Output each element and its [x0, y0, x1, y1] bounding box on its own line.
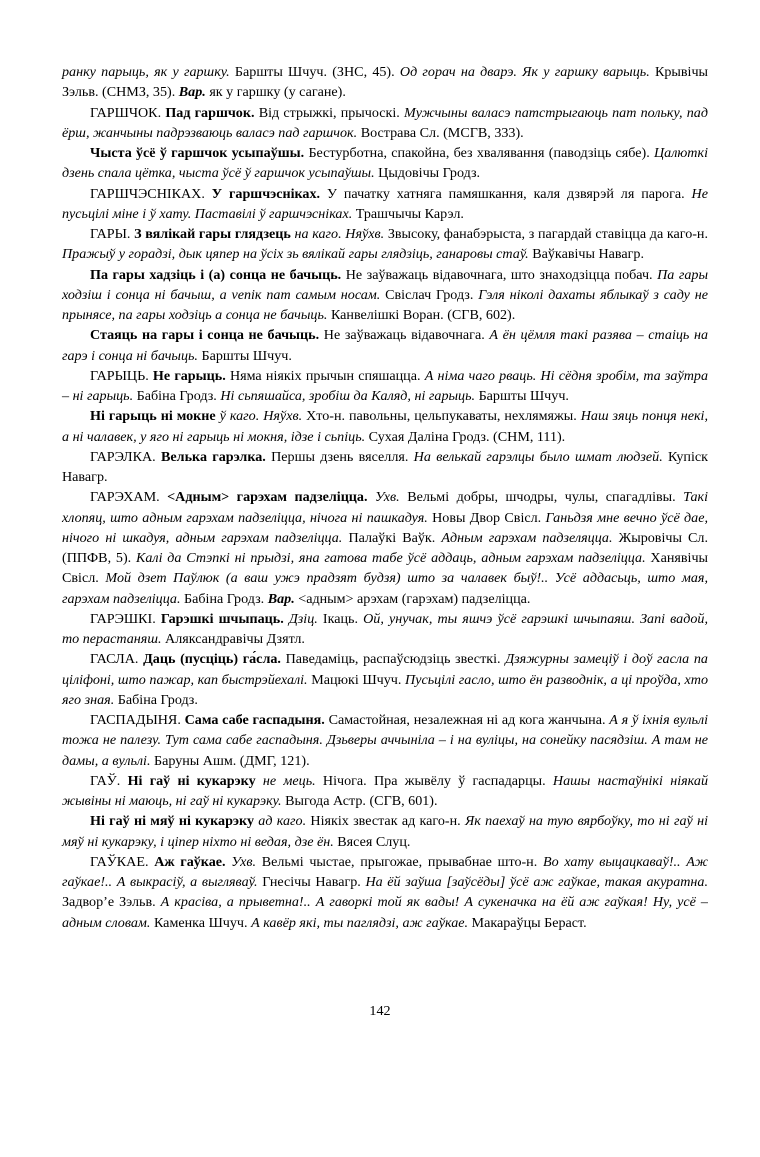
dictionary-entry: [62, 265, 708, 326]
text-run: З вялікай гары глядзець: [134, 226, 295, 242]
text-run: ГАРШЧОК.: [90, 104, 166, 121]
text-run: Ганьдзя мне вечно ўсё дае, нічого ні шкадуя, адным гарэхам падзеліцца.: [62, 509, 709, 546]
text-run: не мець.: [262, 772, 323, 789]
text-run: Бестурботна, спакойна, без хвалявання (паводзіць сябе).: [308, 145, 654, 161]
text-run: Велька гарэлка.: [161, 448, 272, 465]
text-run: А я ў іхнія вульлі тожа не палезу. Тут сама сабе гаспадыня. Дзьверы аччыніла – і на вуліцы, на сонейку пасядзіш. А там не дамы, а вульлі.: [62, 712, 709, 769]
text-run: ГАРЫЦЬ.: [90, 367, 153, 384]
text-run: Вар.: [267, 590, 299, 607]
text-run: Пад гаршчок.: [165, 104, 259, 121]
text-run: Наш зяць понця некі, а ні чалавек, у яго ні гарыць ні мокня, ідзе і сьпіць.: [62, 408, 708, 445]
text-run: Мой дзет Паўлюк (а ваш ужэ прадзят будзя) што за чалавек быў!.. Усё аддасьць, што мая, гарэхам падзеліцца.: [62, 570, 708, 607]
text-run: Пражыў у горадзі, дык цяпер на ўсіх зь вялікай гары глядзіць, ганаровы стаў.: [62, 246, 533, 263]
dictionary-entry: [62, 224, 708, 265]
text-run: На ёй заўша [заўсёды] ўсё аж гаўкае, такая акуратна.: [365, 874, 708, 890]
text-run: Во хату выцацкаваў!.. Аж гаўкае!.. А выкрасіў, а выглявaў.: [62, 853, 708, 890]
text-run: Бабіна Гродз.: [136, 388, 221, 404]
text-run: Нічога. Пра жывёлу ў гаспадарцы.: [322, 772, 553, 789]
text-run: А красіва, а прыветна!.. А гаворкі той як вады! А сукеначка на ёй аж гаўкая! Ну, усё – адным словам.: [62, 894, 708, 931]
text-run: Аляксандравічы Дзятл.: [165, 631, 305, 647]
paragraph-continuation: [62, 62, 708, 103]
text-run: Паведаміць, распаўсюдзіць звесткі.: [285, 651, 506, 668]
text-run: ГАЎКАЕ.: [90, 853, 155, 870]
text-run: Гэля ніколі дахаты яблыкаў з саду не прынясе, па гары ходзіць а сонца не бачыць.: [62, 286, 708, 323]
text-run: Баршты Шчуч. (ЗНС, 45).: [234, 64, 400, 80]
text-run: Вострава Сл. (МСГВ, 333).: [360, 124, 524, 141]
text-run: Першы дзень вяселля.: [271, 448, 414, 465]
page-number: 142: [369, 1003, 391, 1019]
text-run: Не заўважаць відавочнага, што знаходзіцца побач.: [345, 266, 658, 283]
dictionary-entry: [62, 649, 708, 710]
text-run: Ніякіх звестак ад каго-н.: [310, 813, 465, 830]
text-run: ад каго.: [258, 813, 311, 830]
text-run: ГАРЭХАМ.: [90, 489, 168, 506]
text-run: Не гарыць.: [152, 367, 230, 384]
text-run: <Адным> гарэхам падзеліцца.: [167, 489, 375, 506]
text-run: А ён цёмля такі разява – стаіць на гарэ і сонца ні бачыць.: [62, 327, 709, 364]
text-run: Аж гаўкае.: [154, 853, 232, 870]
dictionary-entry: [62, 447, 708, 488]
text-run: Не заўважаць відавочнага.: [323, 327, 490, 344]
text-run: Гарэшкі шчыпаць.: [160, 610, 289, 627]
text-run: Крывічы Зэльв. (СНМЗ, 35).: [62, 64, 708, 101]
dictionary-entry: [62, 325, 708, 366]
text-run: ГАРЫ.: [90, 226, 135, 242]
text-run: У гаршчэсніках.: [211, 185, 327, 202]
text-run: Звысоку, фанабэрыста, з пагардай ставіцца да каго-н.: [387, 226, 708, 242]
dictionary-entry: [62, 406, 708, 447]
text-run: Нашы настаўнікі ніякай жывіны ні маюць, ні гаў ні кукарэку.: [62, 772, 708, 809]
text-run: Дзяжурны замеціў і доў гасла па ціліфоні, што пажар, кап быстрэйехалі.: [62, 651, 708, 688]
text-run: Каменка Шчуч.: [153, 914, 252, 931]
dictionary-entry: [62, 771, 708, 812]
dictionary-entry: [62, 487, 708, 609]
text-run: <адным> арэхам (гарэхам) падзеліцца.: [298, 590, 531, 607]
text-run: Ні сьпяшайса, зробіш да Каляд, ні гарыць.: [220, 388, 479, 404]
dictionary-entry: [62, 143, 708, 184]
text-run: Бабіна Гродз.: [184, 590, 268, 607]
text-run: Баршты Шчуч.: [478, 388, 569, 404]
text-run: Дзіц.: [288, 610, 323, 627]
text-run: Баруны Ашм. (ДМГ, 121).: [154, 752, 310, 769]
text-run: Па гары хадзіць і (а) сонца не бачыць.: [90, 266, 346, 283]
dictionary-entry: [62, 184, 708, 225]
text-run: ГАСПАДЫНЯ.: [90, 712, 185, 728]
text-run: Вар.: [178, 84, 210, 101]
text-run: Ікаць.: [322, 610, 364, 627]
page-text-body: [62, 62, 708, 933]
text-run: Баршты Шчуч.: [201, 347, 292, 364]
text-run: Не пусьцілі міне і ў хату. Паставілі ў гаршчэсніках.: [62, 185, 708, 222]
text-run: Бабіна Гродз.: [117, 691, 198, 708]
text-run: Свіслач Гродз.: [385, 286, 479, 303]
text-run: Макараўцы Бераст.: [471, 914, 587, 931]
text-run: Ні гаў ні кукарэку: [127, 772, 263, 789]
text-run: Мацюкі Шчуч.: [311, 671, 406, 688]
dictionary-entry: [62, 366, 708, 407]
text-run: Ваўкавічы Навагр.: [532, 246, 644, 263]
text-run: Ухв.: [374, 489, 408, 506]
text-run: На велькай гарэлцы было шмат людзей.: [413, 448, 669, 465]
text-run: Гнесічы Навагр.: [262, 874, 366, 890]
text-run: Сухая Даліна Гродз. (СНМ, 111).: [368, 428, 566, 445]
dictionary-entry: [62, 710, 708, 771]
text-run: Хто-н. павольны, цельпукаваты, нехлямяжы.: [306, 408, 581, 425]
text-run: Стаяць на гары і сонца не бачыць.: [90, 327, 324, 344]
text-run: Цалюткі дзень спала цётка, чыста ўсё ў гаршчок усыпаўшы.: [62, 145, 708, 182]
text-run: Вясея Слуц.: [337, 833, 411, 850]
text-run: Ні гаў ні мяў ні кукарэку: [90, 813, 259, 830]
text-run: Від стрыжкі, прычоскі.: [258, 104, 404, 121]
text-run: Палаўкі Ваўк.: [348, 529, 442, 546]
text-run: Вельмі добры, шчодры, чулы, спагадлівы.: [407, 489, 684, 506]
text-run: Задвор’е Зэльв.: [62, 894, 161, 911]
text-run: Няма ніякіх прычын спяшацца.: [229, 367, 425, 384]
text-run: Канвелішкі Воран. (СГВ, 602).: [330, 307, 516, 323]
text-run: Выгода Астр. (СГВ, 601).: [285, 793, 438, 809]
text-run: Пусьцілі гасло, што ён разводнік, а ці проўда, хто яго зная.: [62, 671, 709, 708]
text-run: Од горач на дварэ. Як у гаршку варыць.: [399, 64, 655, 80]
text-run: Даць (пусціць) га́сла.: [143, 651, 286, 668]
text-run: ГАРЭШКІ.: [90, 610, 161, 627]
text-run: Ой, унучак, ты яшчэ ўсё гарэшкі шчыпаяш. Запі вадой, то перастаняш.: [62, 610, 708, 647]
text-run: Ні гарыць ні мокне: [90, 408, 220, 425]
dictionary-entry: [62, 609, 708, 650]
text-run: ГАСЛА.: [90, 651, 144, 668]
text-run: У пачатку хатняга памяшкання, каля дзвярэй ля парога.: [326, 185, 692, 202]
text-run: Такі хлопяц, што адным гарэхам падзеліцца, нічога ні пашкадуя.: [62, 489, 709, 526]
text-run: ГАЎ.: [90, 772, 128, 789]
text-run: ГАРЭЛКА.: [90, 448, 162, 465]
text-run: як у гаршку (у сагане).: [209, 84, 346, 101]
text-run: на каго. Няўхв.: [294, 226, 388, 242]
text-run: Як паехаў на тую вярбоўку, то ні гаў ні мяў ні кукарэку, і ціпер ніхто ні ведая, дзе ён.: [62, 813, 708, 850]
text-run: Ухв.: [231, 853, 262, 870]
text-run: А кавёр які, ты паглядзі, аж гаўкае.: [251, 914, 472, 931]
text-run: Цыдовічы Гродз.: [378, 165, 481, 182]
text-run: Чыста ўсё ў гаршчок усыпаўшы.: [90, 145, 309, 161]
dictionary-entry: [62, 811, 708, 852]
text-run: Ханявічы Свісл.: [62, 550, 709, 587]
dictionary-entry: [62, 852, 708, 933]
text-run: Калі да Стэпкі ні прыдзі, яна гатова табе ўсё аддаць, адным гарэхам падзеліцца.: [136, 550, 651, 566]
text-run: ў каго. Няўхв.: [219, 408, 307, 425]
text-run: Трашчычы Карэл.: [355, 205, 464, 222]
text-run: Вельмі чыстае, прыгожае, прывабнае што-н.: [261, 853, 543, 870]
text-run: Жыровічы Сл. (ППФВ, 5).: [62, 529, 708, 566]
text-run: Купіск Навагр.: [62, 448, 708, 485]
text-run: ранку парыць, як у гаршку.: [62, 64, 235, 80]
dictionary-entry: [62, 103, 708, 144]
text-run: Сама сабе гаспадыня.: [184, 712, 329, 728]
text-run: Адным гарэхам падзеляцца.: [441, 529, 619, 546]
text-run: Новы Двор Свісл.: [432, 509, 546, 526]
text-run: А німа чаго рваць. Ні сёдня зробім, та заўтра – ні гарыць.: [62, 367, 708, 404]
text-run: Мужчыны валасэ патстрыгаюць пат польку, пад ёрш, жанчыны падрэзваюць валасэ пад гаршчок.: [62, 104, 708, 141]
text-run: Па гары ходзіш і сонца ні бачыш, а venік пат самым носам.: [62, 266, 708, 303]
text-run: ГАРШЧЭСНІКАХ.: [90, 185, 212, 202]
text-run: Самастойная, незалежная ні ад кога жанчына.: [328, 712, 610, 728]
